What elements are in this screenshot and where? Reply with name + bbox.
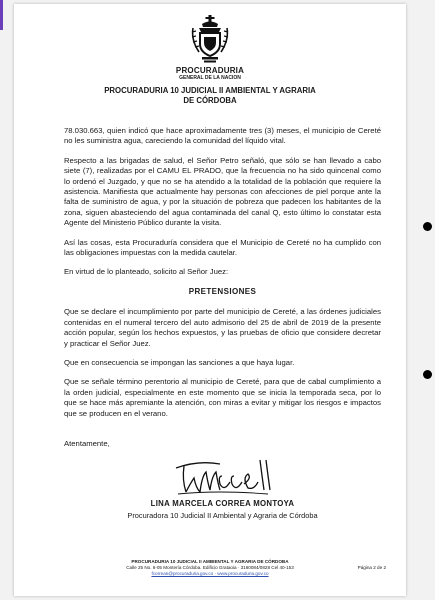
scroll-dot-indicator <box>423 370 432 379</box>
signature-block <box>64 439 381 520</box>
document-page <box>14 4 406 596</box>
page-number: Página 2 de 2 <box>357 565 386 570</box>
footer-email-link[interactable]: fcorrean@procuraduria.gov.co · www.procuraduria.gov.co <box>151 570 269 576</box>
paragraph: Respecto a las brigadas de salud, el Señor Petro señaló, que sólo se han llevado a cabo siete (7), realizadas por el CAMU EL PRADO, que la frecuencia no ha sido quincenal como lo ordenó el Juzgado, y que no se ha atendido a la totalidad de la población que requiere la asistencia. Manifiesta que actualmente hay personas con afecciones de piel porque ante la falta de suministro de agua, y por la situación de pobreza que padecen los habitantes de la zona, siguen abasteciendo del agua contaminada del canal Q, esto último lo constatar esta Agente del Ministerio Público durante la visita. <box>64 155 381 228</box>
section-heading: PRETENSIONES <box>188 286 257 296</box>
page-footer <box>14 559 406 576</box>
scroll-dot-indicator <box>423 222 432 231</box>
org-subtitle: GENERAL DE LA NACION <box>179 75 241 81</box>
paragraph: Que en consecuencia se impongan las sanciones a que haya lugar. <box>64 357 295 367</box>
letterhead <box>14 14 406 105</box>
paragraph: 78.030.663, quien indicó que hace aproximadamente tres (3) meses, el municipio de Cereté no les suministra agua, careciendo la comunidad del líquido vital. <box>64 126 381 146</box>
margin-marker <box>0 0 3 30</box>
paragraph: Que se señale término perentorio al municipio de Cereté, para que de cabal cumplimiento a la orden judicial, especialmente en este momento que se inicia la temporada seca, por lo que se hace más apremiante la atención, con miras a evitar y mitigar los riesgos e impactos que se producen en el verano. <box>64 377 381 418</box>
office-region: DE CÓRDOBA <box>183 95 237 105</box>
footer-office: PROCURADURIA 10 JUDICIAL II AMBIENTAL Y AGRARIA DE CÓRDOBA <box>131 559 289 564</box>
paragraph: En virtud de lo planteado, solicito al Señor Juez: <box>64 267 229 277</box>
paragraph: Que se declare el incumplimiento por parte del municipio de Cereté, a las órdenes judiciales contenidas en el numeral tercero del auto admisorio del 25 de abril de 2019 de la presente acción popular, según los hechos expuestos, y las pruebas de oficio que considere decretar y practicar el Señor Juez. <box>64 307 381 348</box>
closing-text: Atentamente, <box>64 439 110 448</box>
paragraph: Así las cosas, esta Procuraduría considera que el Municipio de Cereté no ha cumplido con las obligaciones impuestas con la medida cautelar. <box>64 237 381 258</box>
org-title: PROCURADURIA <box>175 66 245 75</box>
document-body <box>64 126 381 428</box>
office-name: PROCURADURIA 10 JUDICIAL II AMBIENTAL Y AGRARIA <box>104 86 316 95</box>
signer-name: LINA MARCELA CORREA MONTOYA <box>150 499 295 508</box>
procuraduria-seal-icon <box>190 14 230 64</box>
footer-address: Calle 25 No. 6-05 Montería Córdoba. Edificio Grataoia · 3160084/0828 Cel 40-153 <box>126 565 294 570</box>
signer-title: Procuradora 10 Judicial II Ambiental y Agraria de Córdoba <box>127 511 318 520</box>
handwritten-signature <box>168 454 278 498</box>
